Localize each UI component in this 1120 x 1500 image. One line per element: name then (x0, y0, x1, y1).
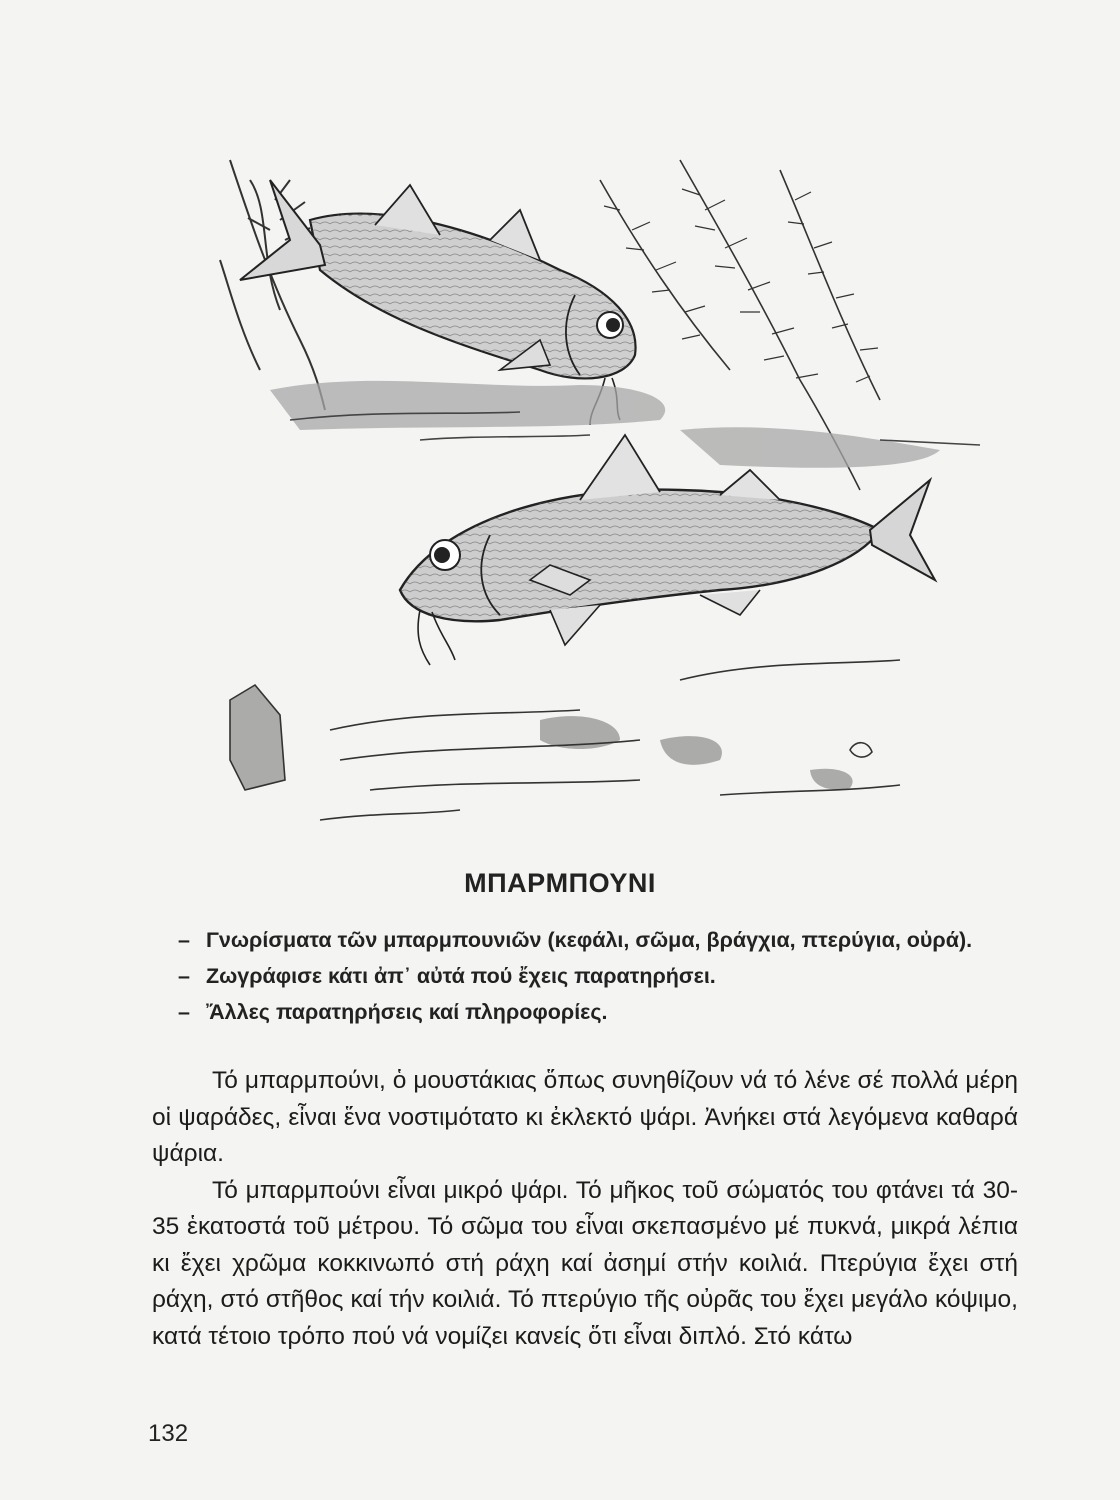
section-heading: ΜΠΑΡΜΠΟΥΝΙ (464, 868, 656, 898)
body-text (152, 1063, 1018, 1355)
list-item (178, 994, 1028, 1030)
prompt-text: Γνωρίσματα τῶν μπαρμπουνιῶν (κεφάλι, σῶμα, βράγχια, πτερύγια, οὐρά). (206, 928, 973, 952)
dash-bullet: – (178, 964, 190, 988)
page-number: 132 (148, 1420, 189, 1447)
prompt-text: Ζωγράφισε κάτι ἀπ᾽ αὐτά πού ἔχεις παρατηρήσει. (206, 964, 716, 988)
dash-bullet: – (178, 1000, 190, 1024)
dash-bullet: – (178, 928, 190, 952)
paragraph: Τό μπαρμπούνι εἶναι μικρό ψάρι. Τό μῆκος τοῦ σώματός του φτάνει τά 30-35 ἑκατοστά τοῦ μέτρου. Τό σῶμα του εἶναι σκεπασμένο μέ πυκνά, μικρά λέπια κι ἔχει χρῶμα κοκκινωπό στή ράχη καί ἀσημί στήν κοιλιά. Πτερύγια ἔχει στή ράχη, στό στῆθος καί τήν κοιλιά. Τό πτερύγιο τῆς οὐρᾶς του ἔχει μεγάλο κόψιμο, κατά τέτοιο τρόπο πού νά νομίζει κανείς ὅτι εἶναι διπλό. Στό κάτω (152, 1176, 1018, 1350)
fish-illustration (120, 140, 1000, 840)
list-item (178, 958, 1028, 994)
observation-prompts (178, 922, 1028, 1030)
prompt-text: Ἄλλες παρατηρήσεις καί πληροφορίες. (206, 1000, 608, 1024)
list-item (178, 922, 1028, 958)
red-mullet-fish-icon (120, 140, 1000, 840)
paragraph: Τό μπαρμπούνι, ὁ μουστάκιας ὅπως συνηθίζουν νά τό λένε σέ πολλά μέρη οἱ ψαράδες, εἶναι ἕνα νοστιμότατο κι ἐκλεκτό ψάρι. Ἀνήκει στά λεγόμενα καθαρά ψάρια. (152, 1067, 1018, 1167)
